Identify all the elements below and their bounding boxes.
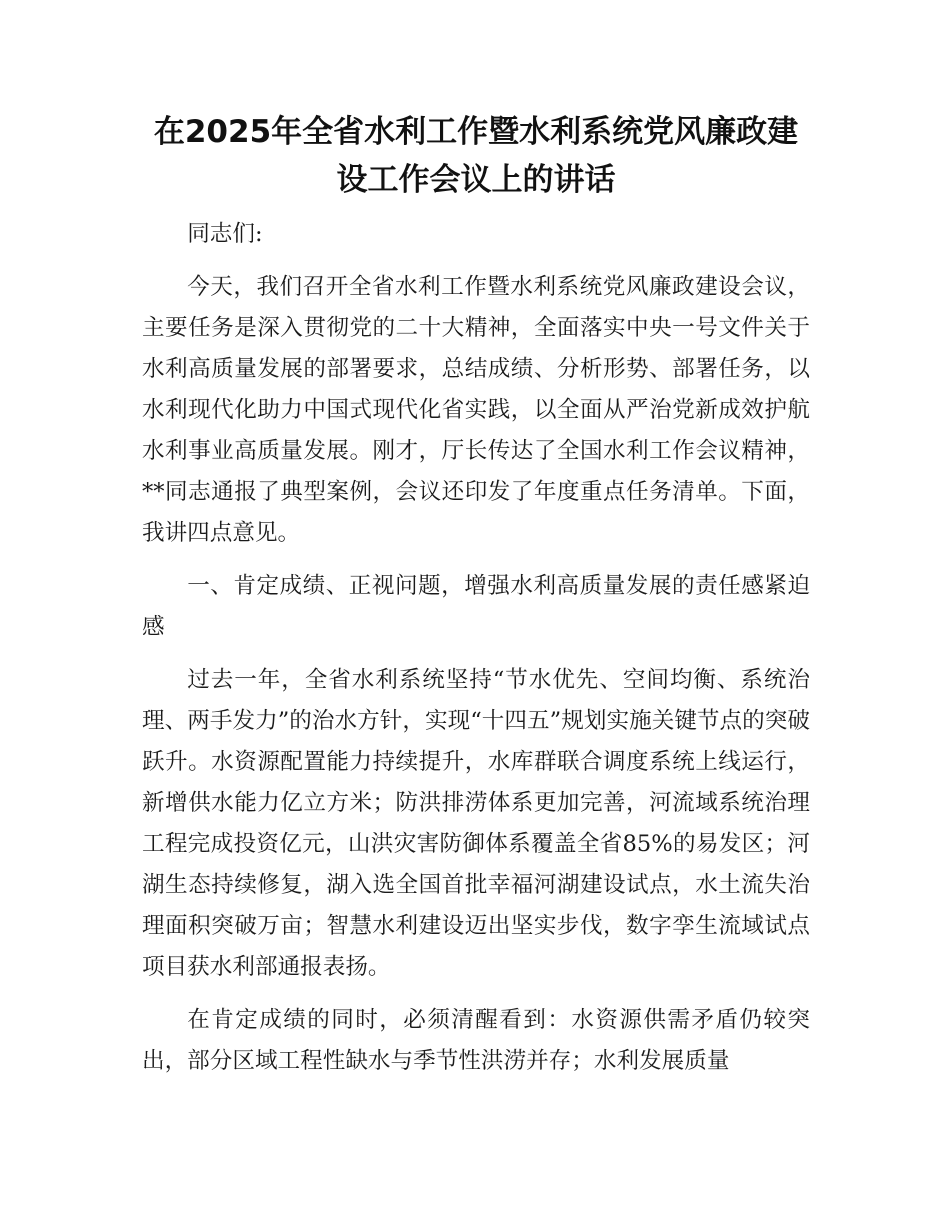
document-body xyxy=(142,108,810,1082)
title-line-1: 在2025年全省水利工作暨水利系统党风廉政建 xyxy=(153,114,799,150)
title-line-2: 设工作会议上的讲话 xyxy=(336,162,616,198)
paragraph-problems: 在肯定成绩的同时，必须清醒看到：水资源供需矛盾仍较突出，部分区域工程性缺水与季节性洪涝并存；水利发展质量 xyxy=(142,1007,810,1074)
greeting: 同志们: xyxy=(187,221,263,247)
paragraph-intro: 今天，我们召开全省水利工作暨水利系统党风廉政建设会议，主要任务是深入贯彻党的二十大精神，全面落实中央一号文件关于水利高质量发展的部署要求，总结成绩、分析形势、部署任务，以水利现代化助力中国式现代化省实践，以全面从严治党新成效护航水利事业高质量发展。刚才，厅长传达了全国水利工作会议精神，**同志通报了典型案例，会议还印发了年度重点任务清单。下面，我讲四点意见。 xyxy=(142,274,810,546)
document-title xyxy=(142,108,810,204)
section-heading-1: 一、肯定成绩、正视问题，增强水利高质量发展的责任感紧迫感 xyxy=(142,573,810,640)
paragraph-achievements: 过去一年，全省水利系统坚持“节水优先、空间均衡、系统治理、两手发力”的治水方针，实现“十四五”规划实施关键节点的突破跃升。水资源配置能力持续提升，水库群联合调度系统上线运行，新增供水能力亿立方米；防洪排涝体系更加完善，河流域系统治理工程完成投资亿元，山洪灾害防御体系覆盖全省85%的易发区；河湖生态持续修复，湖入选全国首批幸福河湖建设试点，水土流失治理面积突破万亩；智慧水利建设迈出坚实步伐，数字孪生流域试点项目获水利部通报表扬。 xyxy=(142,667,810,980)
